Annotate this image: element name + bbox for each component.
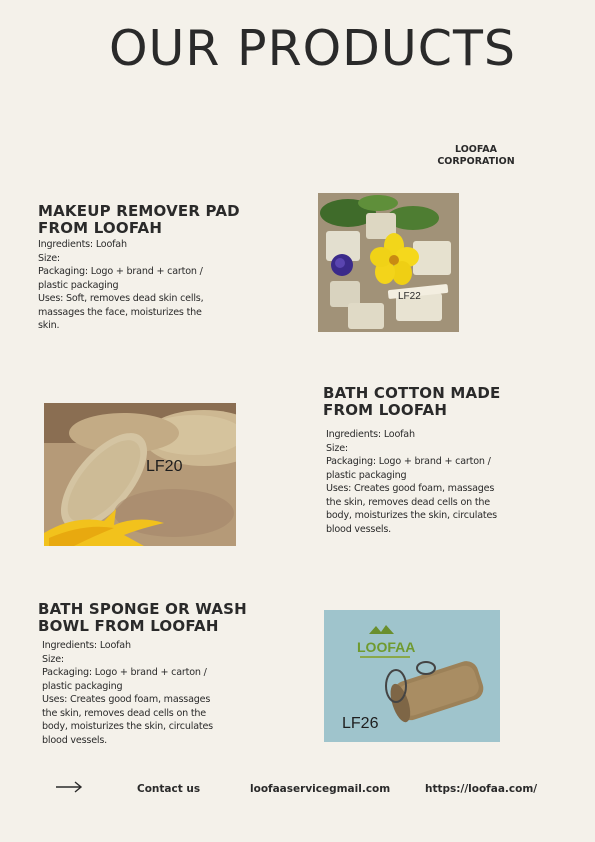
product-1-uses: Uses: Soft, removes dead skin cells, massages the face, moisturizes the skin. — [38, 293, 204, 331]
product-2-title-line-1: BATH COTTON MADE — [323, 384, 501, 402]
product-2-description — [326, 428, 506, 536]
product-2-packaging: Packaging: Logo + brand + carton / plastic packaging — [326, 456, 491, 481]
product-3-title-line-2: BOWL FROM LOOFAH — [38, 617, 219, 635]
arrow-right-icon — [55, 780, 83, 797]
product-3-image-label: LF26 — [342, 715, 379, 732]
company-name-line-1: LOOFAA — [455, 144, 497, 155]
page-title: OUR PRODUCTS — [108, 20, 517, 77]
product-1-image-label: LF22 — [398, 291, 421, 302]
product-1-size: Size: — [38, 252, 60, 264]
product-1-title-line-2: FROM LOOFAH — [38, 219, 163, 237]
product-3-description — [42, 639, 220, 747]
product-1-title-line-1: MAKEUP REMOVER PAD — [38, 202, 240, 220]
product-2-photo — [44, 403, 236, 546]
product-3-title-line-1: BATH SPONGE OR WASH — [38, 600, 247, 618]
product-3-uses: Uses: Creates good foam, massages the skin, removes dead cells on the body, moisturizes the skin, circulates blood vessels. — [42, 694, 213, 746]
product-1-description — [38, 238, 216, 333]
product-2-uses: Uses: Creates good foam, massages the skin, removes dead cells on the body, moisturizes the skin, circulates blood vessels. — [326, 483, 497, 535]
product-1-title — [38, 203, 240, 237]
product-1-packaging: Packaging: Logo + brand + carton / plastic packaging — [38, 266, 203, 291]
product-2-image-label: LF20 — [146, 458, 183, 475]
product-3-ingredients: Ingredients: Loofah — [42, 640, 131, 651]
product-3-title — [38, 601, 247, 635]
product-2-title-line-2: FROM LOOFAH — [323, 401, 448, 419]
product-3-size: Size: — [42, 653, 64, 665]
product-1-ingredients: Ingredients: Loofah — [38, 239, 127, 250]
logo-text: LOOFAA — [357, 639, 416, 655]
product-3-photo — [324, 610, 500, 742]
product-2-title — [323, 385, 500, 419]
website-link[interactable]: https://loofaa.com/ — [425, 783, 538, 795]
product-1-photo — [318, 193, 459, 332]
company-name-line-2: CORPORATION — [437, 156, 515, 167]
product-2-ingredients: Ingredients: Loofah — [326, 429, 415, 440]
product-3-packaging: Packaging: Logo + brand + carton / plastic packaging — [42, 667, 207, 692]
email-link[interactable]: loofaaservicegmail.com — [250, 783, 391, 795]
company-name — [420, 144, 532, 168]
product-2-size: Size: — [326, 442, 348, 454]
contact-us-link[interactable]: Contact us — [137, 783, 201, 795]
